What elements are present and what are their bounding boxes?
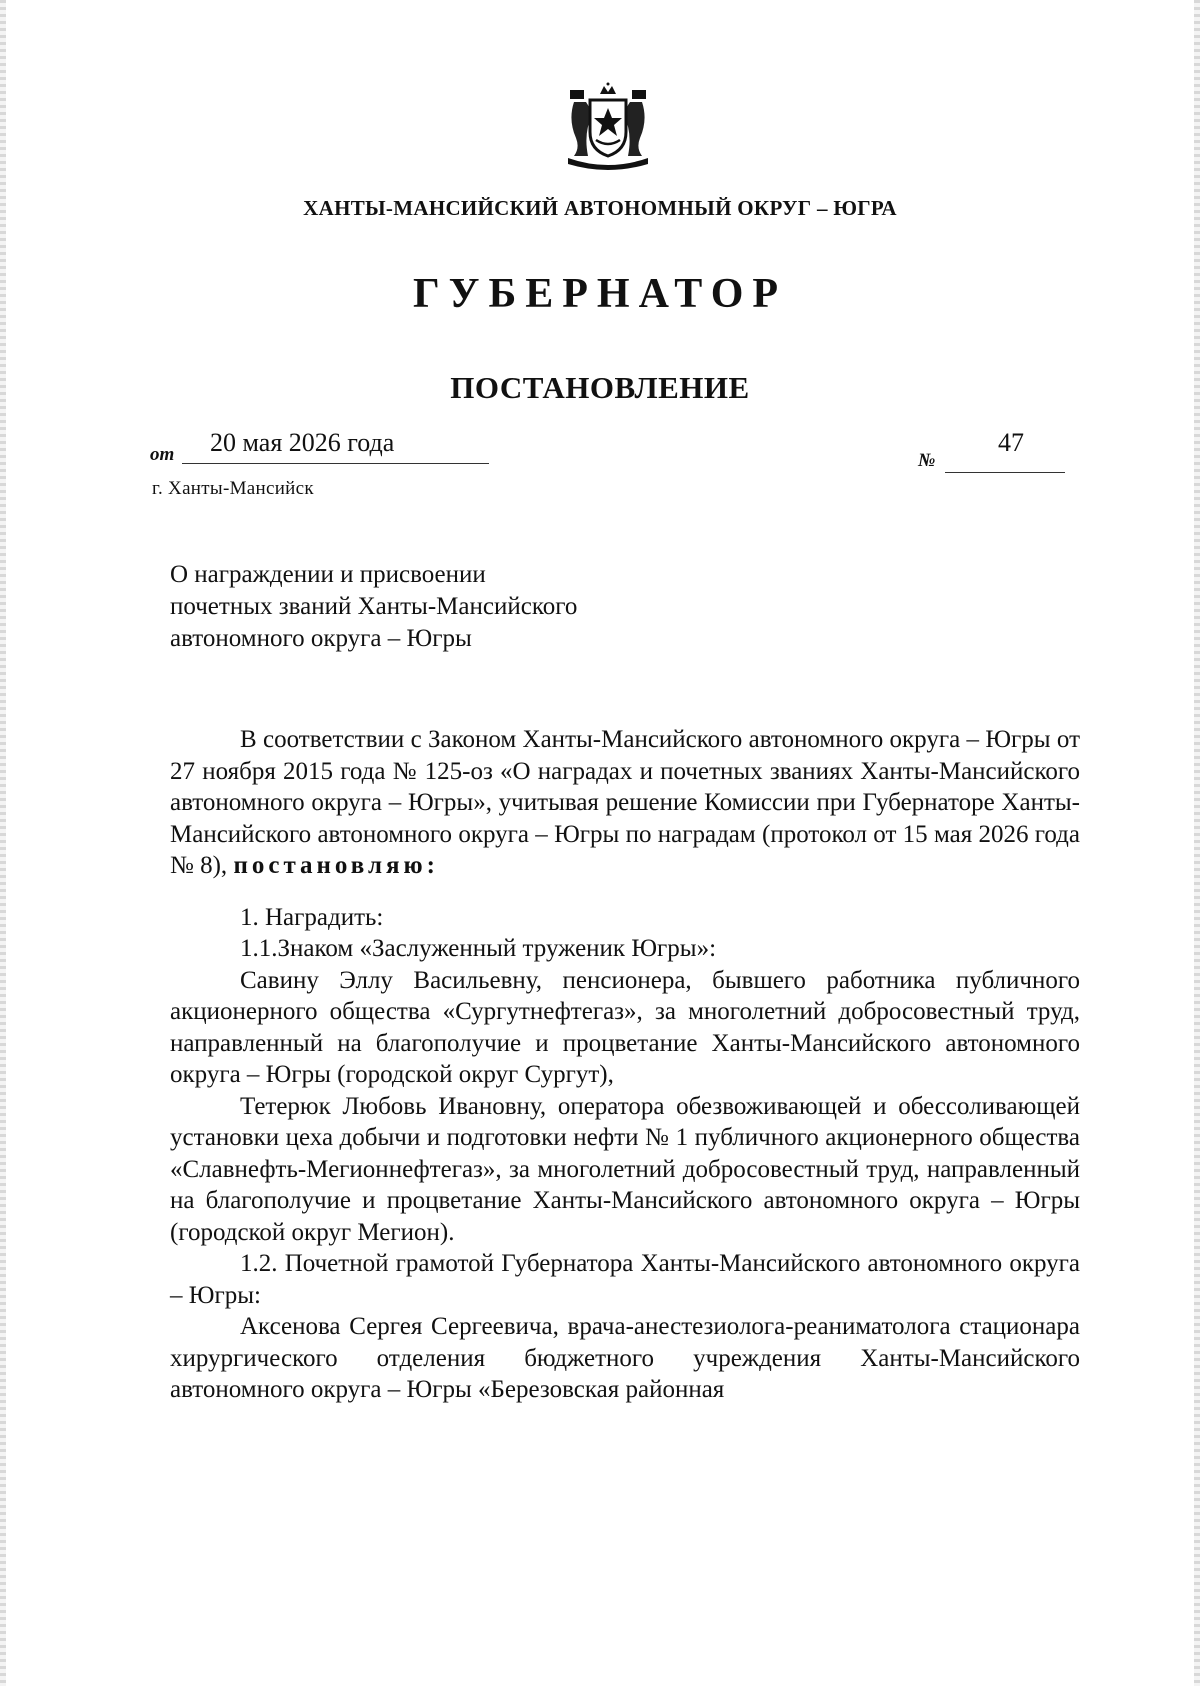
governor-title: ГУБЕРНАТОР <box>412 271 788 317</box>
subject-line: почетных званий Ханты-Мансийского <box>170 593 578 620</box>
document-type: ПОСТАНОВЛЕНИЕ <box>450 370 750 405</box>
preamble-text: В соответствии с Законом Ханты-Мансийского автономного округа – Югры от 27 ноября 2015 года № 125-оз «О наградах и почетных званиях Ханты-Мансийского автономного округа – Югры», учитывая решение Комиссии при Губернаторе Ханты-Мансийского автономного округа – Югры по наградам (протокол от 15 мая 2026 года № 8), <box>170 726 1080 879</box>
item-heading: 1.1.Знаком «Заслуженный труженик Югры»: <box>240 935 717 962</box>
item-heading: 1.2. Почетной грамотой Губернатора Ханты-Мансийского автономного округа – Югры: <box>170 1250 1080 1309</box>
date-label: от <box>150 444 175 465</box>
item-heading: 1. Наградить: <box>240 903 384 931</box>
decree-word: постановляю <box>233 852 427 879</box>
preamble-paragraph <box>170 724 1080 882</box>
number-underline <box>945 472 1065 473</box>
issue-city: г. Ханты-Мансийск <box>152 478 314 499</box>
award-paragraph: Аксенова Сергея Сергеевича, врача-анестезиолога-реаниматолога стационара хирургического отделения бюджетного учреждения Ханты-Мансийского автономного округа – Югры «Березовская районная <box>170 1313 1080 1403</box>
coat-of-arms-icon <box>560 80 656 172</box>
document-date: 20 мая 2026 года <box>210 428 395 457</box>
region-title: ХАНТЫ-МАНСИЙСКИЙ АВТОНОМНЫЙ ОКРУГ – ЮГРА <box>303 196 897 220</box>
award-paragraph: Савину Эллу Васильевну, пенсионера, бывшего работника публичного акционерного общества «Сургутнефтегаз», за многолетний добросовестный труд, направленный на благополучие и процветание Ханты-Мансийского автономного округа – Югры (городской округ Сургут), <box>170 966 1080 1088</box>
document-body <box>170 724 1080 1406</box>
decree-colon: : <box>426 852 435 879</box>
scan-edge-right <box>1194 0 1200 1686</box>
subject-line: автономного округа – Югры <box>170 625 472 652</box>
scan-edge-left <box>0 0 6 1686</box>
award-paragraph: Тетерюк Любовь Ивановну, оператора обезвоживающей и обессоливающей установки цеха добычи и подготовки нефти № 1 публичного акционерного общества «Славнефть-Мегионнефтегаз», за многолетний добросовестный труд, направленный на благополучие и процветание Ханты-Мансийского автономного округа – Югры (городской округ Мегион). <box>170 1092 1080 1246</box>
date-underline <box>182 463 489 464</box>
subject-line: О награждении и присвоении <box>170 561 486 588</box>
number-label: № <box>918 450 936 471</box>
document-subject <box>170 559 770 655</box>
document-number: 47 <box>998 428 1024 457</box>
